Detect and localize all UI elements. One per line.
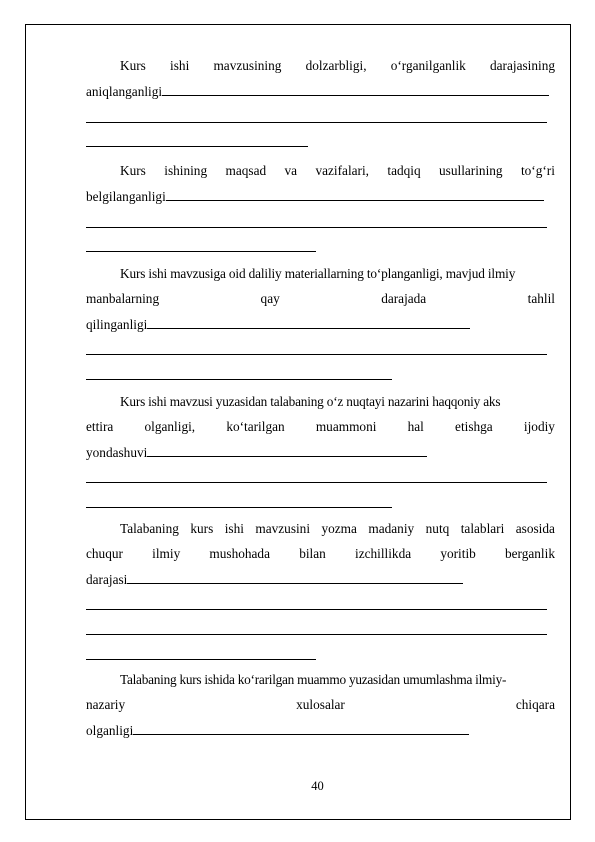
word: madaniy <box>368 521 415 536</box>
criterion-line <box>86 290 555 315</box>
criterion-line <box>86 545 555 570</box>
answer-line[interactable] <box>86 212 555 237</box>
criterion-line <box>86 443 555 468</box>
criterion-conclusions <box>86 671 555 745</box>
word: darajasining <box>490 58 555 73</box>
criterion-text: Talabaning kurs ishida ko‘rarilgan muammo yuzasidan umumlashma ilmiy- <box>120 672 507 687</box>
word: ishi <box>170 58 190 73</box>
criterion-line <box>86 570 555 595</box>
criterion-line <box>86 520 555 545</box>
answer-line[interactable] <box>86 131 555 156</box>
answer-line[interactable] <box>86 107 555 132</box>
criterion-line <box>86 393 555 418</box>
word: manbalarning <box>86 290 160 306</box>
word: maqsad <box>225 163 267 178</box>
answer-line[interactable] <box>147 315 470 329</box>
criterion-line <box>86 418 555 443</box>
answer-line[interactable] <box>86 339 555 364</box>
word: yozma <box>321 521 357 536</box>
answer-line[interactable] <box>127 570 463 584</box>
word: mavzusini <box>255 521 311 536</box>
criterion-line <box>86 57 555 82</box>
criterion-relevance <box>86 57 555 156</box>
word: ko‘tarilgan <box>226 418 285 434</box>
answer-line[interactable] <box>166 187 544 201</box>
word: qay <box>260 290 280 306</box>
criterion-line <box>86 721 555 746</box>
answer-line[interactable] <box>86 594 555 619</box>
answer-line[interactable] <box>147 443 427 457</box>
word: olganligi, <box>144 418 196 434</box>
word: va <box>284 163 298 178</box>
word: asosida <box>515 521 555 536</box>
word: dolzarbligi, <box>305 58 367 73</box>
criterion-text: belgilanganligi <box>86 188 166 204</box>
word: tahlil <box>527 290 555 306</box>
word: tadqiq <box>387 163 421 178</box>
word: chuqur <box>86 545 123 561</box>
word: nazariy <box>86 696 126 712</box>
word: etishga <box>455 418 493 434</box>
word: hal <box>407 418 424 434</box>
word: o‘rganilganlik <box>390 58 466 73</box>
criterion-text: Kurs ishi mavzusiga oid daliliy materiallarning to‘planganligi, mavjud ilmiy <box>120 266 516 281</box>
criterion-text: Kurs ishi mavzusi yuzasidan talabaning o‘z nuqtayi nazarini haqqoniy aks <box>120 394 501 409</box>
answer-line[interactable] <box>86 492 555 517</box>
word: ishining <box>164 163 208 178</box>
answer-line[interactable] <box>86 467 555 492</box>
word: mushohada <box>209 545 270 561</box>
criterion-text: qilinganligi <box>86 316 148 332</box>
criterion-line <box>86 187 555 212</box>
word: yoritib <box>440 545 476 561</box>
answer-line[interactable] <box>162 82 549 96</box>
criterion-line <box>86 315 555 340</box>
answer-line[interactable] <box>86 644 555 669</box>
criterion-text: olganligi <box>86 722 134 738</box>
criterion-text: aniqlanganligi <box>86 83 163 99</box>
word: Kurs <box>120 58 146 73</box>
criterion-line <box>86 671 555 696</box>
criterion-writing <box>86 520 555 669</box>
answer-line[interactable] <box>86 236 555 261</box>
criterion-line <box>86 162 555 187</box>
word: ilmiy <box>152 545 181 561</box>
answer-line[interactable] <box>86 364 555 389</box>
answer-line[interactable] <box>133 721 469 735</box>
word: Talabaning <box>120 521 179 536</box>
page-number: 40 <box>311 779 324 793</box>
word: ettira <box>86 418 114 434</box>
word: chiqara <box>515 696 555 712</box>
word: berganlik <box>505 545 555 561</box>
word: mavzusining <box>213 58 282 73</box>
criterion-text: yondashuvi <box>86 444 148 460</box>
word: muammoni <box>315 418 377 434</box>
word: talablari <box>460 521 505 536</box>
word: xulosalar <box>296 696 345 712</box>
word: ijodiy <box>523 418 555 434</box>
word: kurs <box>190 521 214 536</box>
word: usullarining <box>439 163 503 178</box>
criterion-text: darajasi <box>86 571 128 587</box>
criterion-materials <box>86 265 555 389</box>
word: bilan <box>299 545 326 561</box>
word: Kurs <box>120 163 146 178</box>
word: nutq <box>425 521 450 536</box>
criterion-goals <box>86 162 555 261</box>
word: ishi <box>224 521 244 536</box>
word: darajada <box>381 290 427 306</box>
criterion-viewpoint <box>86 393 555 517</box>
criterion-line <box>86 696 555 721</box>
criterion-line <box>86 82 555 107</box>
criterion-line <box>86 265 555 290</box>
word: izchillikda <box>355 545 412 561</box>
word: vazifalari, <box>315 163 369 178</box>
word: to‘g‘ri <box>520 163 555 178</box>
answer-line[interactable] <box>86 619 555 644</box>
